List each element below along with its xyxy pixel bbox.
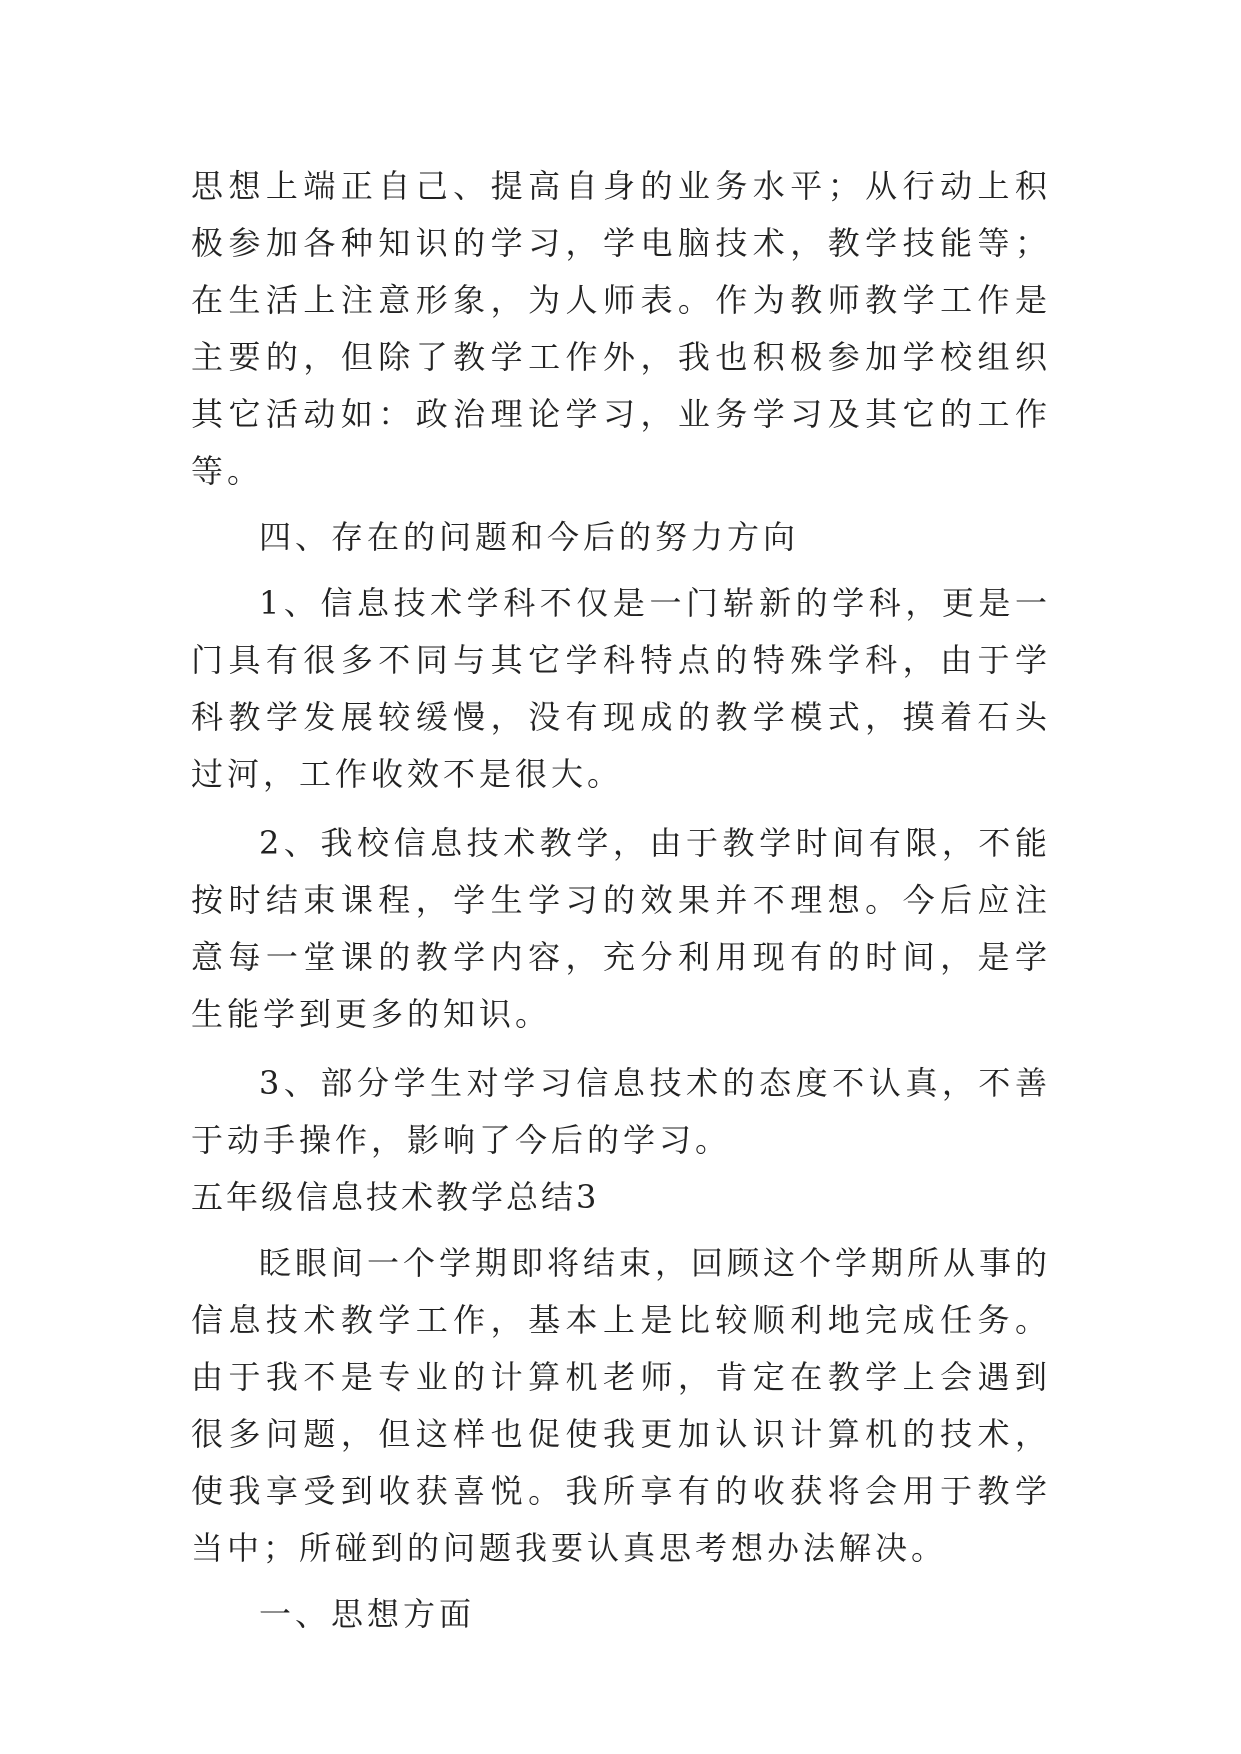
paragraph-problem-1: 1、信息技术学科不仅是一门崭新的学科，更是一门具有很多不同与其它学科特点的特殊学科，由于学科教学发展较缓慢，没有现成的教学模式，摸着石头过河，工作收效不是很大。	[191, 584, 1051, 793]
section-title: 五年级信息技术教学总结3	[191, 1178, 600, 1216]
heading-problems-and-directions: 四、存在的问题和今后的努力方向	[259, 518, 800, 556]
heading-thought-aspect: 一、思想方面	[259, 1595, 476, 1633]
paragraph-problem-2: 2、我校信息技术教学，由于教学时间有限，不能按时结束课程，学生学习的效果并不理想。今后应注意每一堂课的教学内容，充分利用现有的时间，是学生能学到更多的知识。	[191, 824, 1051, 1033]
paragraph-intro: 眨眼间一个学期即将结束，回顾这个学期所从事的信息技术教学工作，基本上是比较顺利地完成任务。由于我不是专业的计算机老师，肯定在教学上会遇到很多问题，但这样也促使我更加认识计算机的技术，使我享受到收获喜悦。我所享有的收获将会用于教学当中；所碰到的问题我要认真思考想办法解决。	[191, 1244, 1052, 1567]
paragraph-problem-3: 3、部分学生对学习信息技术的态度不认真，不善于动手操作，影响了今后的学习。	[191, 1064, 1051, 1159]
document-page	[191, 158, 1051, 1643]
paragraph-continuation: 思想上端正自己、提高自身的业务水平；从行动上积极参加各种知识的学习，学电脑技术，教学技能等；在生活上注意形象，为人师表。作为教师教学工作是主要的，但除了教学工作外，我也积极参加学校组织其它活动如：政治理论学习，业务学习及其它的工作等。	[191, 167, 1051, 490]
